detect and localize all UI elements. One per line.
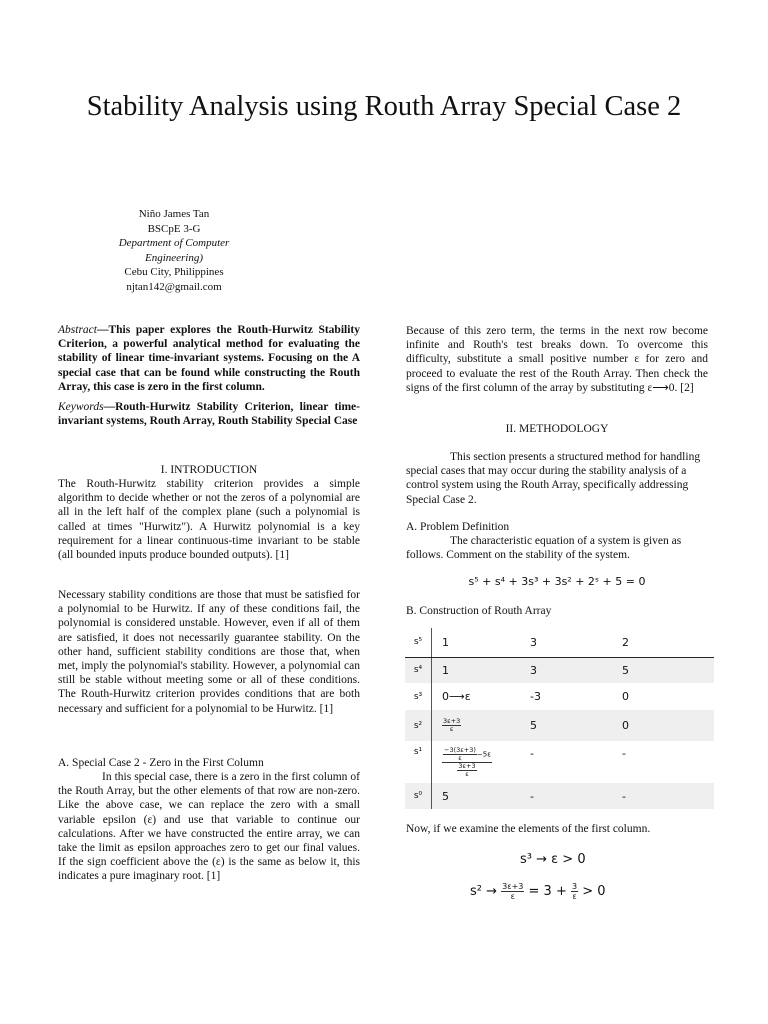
routh-array <box>405 628 714 809</box>
fraction <box>501 882 524 901</box>
problem-paragraph: The characteristic equation of a system is given as follows. Comment on the stability of the system. <box>406 535 682 562</box>
fraction-numerator: 3ε+3 <box>502 882 524 891</box>
cell: 0⟶ε <box>442 690 471 703</box>
cell: 3 <box>530 657 622 683</box>
row-power: s⁵ <box>405 628 432 657</box>
methodology-paragraph: This section presents a structured method for handling special cases that may occur during the stability analysis of a control system using the Routh Array, specifically addressing Special Case 2. <box>406 451 701 506</box>
cell: - <box>622 783 714 809</box>
intro-heading: I. INTRODUCTION <box>160 464 258 476</box>
row-power: s¹ <box>405 741 432 783</box>
abstract-label: Abstract <box>58 324 97 336</box>
author-block <box>104 207 244 295</box>
special-case-paragraph: In this special case, there is a zero in the first column of the Routh Array, but the other elements of that row are non-zero. Like the above case, we can replace the zero with a small variable epsilon (ε) and use that variable to continue our calculations. After we have constructed the entire array, we can take the limit as epsilon approaches zero to get our final values. If the sign coefficient above the (ε) is the same as below it, this indicates a pure imaginary root. [1] <box>58 771 360 883</box>
cell: 0 <box>622 690 629 703</box>
result-s3: s³ → ε > 0 <box>520 852 586 867</box>
fraction-denominator <box>442 763 492 778</box>
cell: 1 <box>432 657 531 683</box>
result-s2 <box>470 882 606 901</box>
row-power: s⁴ <box>405 657 432 683</box>
routh-row-s4 <box>405 657 714 683</box>
fraction-denominator: ε <box>510 892 515 901</box>
characteristic-equation: s⁵ + s⁴ + 3s³ + 3s² + 2ˢ + 5 = 0 <box>468 575 646 588</box>
cell: 2 <box>622 628 714 657</box>
routh-row-s0 <box>405 783 714 809</box>
row-power: s² <box>405 710 432 741</box>
fraction-denominator: ε <box>458 753 462 762</box>
keywords-text: —Routh-Hurwitz Stability Criterion, linear time-invariant systems, Routh Array, Routh Stability Special Case <box>58 401 360 428</box>
cell: - <box>530 747 534 760</box>
fraction-tail: −5ε <box>476 750 491 758</box>
result-prefix: s² → <box>470 884 498 899</box>
cell <box>432 741 531 783</box>
routh-row-s2 <box>405 710 714 741</box>
intro-paragraph-2: Necessary stability conditions are those that must be satisfied for a polynomial to be Hurwitz. If any of these conditions fail, the polynomial is considered unstable. However, even if all of them are satisfied, it does not necessarily guarantee stability. On the other hand, sufficient stability conditions are those that, when met, imply the polynomial's stability. However, a polynomial can still be stable without meeting some or all of these conditions. The Routh-Hurwitz criterion provides conditions that are both necessary and sufficient for a polynomial to be Hurwitz. [1] <box>58 589 360 715</box>
routh-row-s1 <box>405 741 714 783</box>
result-middle: = 3 + <box>528 884 567 899</box>
cell: - <box>622 747 626 760</box>
abstract-text: —This paper explores the Routh-Hurwitz Stability Criterion, a powerful analytical method for evaluating the stability of linear time-invariant systems. Focusing on the A special case that can be found while constructing the Routh Array, this case is zero in the first column. <box>58 324 360 393</box>
fraction-numerator: −3(3ε+3) <box>444 745 476 754</box>
author-location: Cebu City, Philippines <box>124 266 224 279</box>
special-case-heading: A. Special Case 2 - Zero in the First Column <box>58 757 264 769</box>
cell: 5 <box>530 710 622 741</box>
fraction <box>457 763 476 778</box>
construction-heading: B. Construction of Routh Array <box>406 605 552 617</box>
result-end: > 0 <box>582 884 606 899</box>
row-power: s³ <box>405 683 432 710</box>
keywords <box>58 400 360 428</box>
cell: - <box>530 783 622 809</box>
problem-heading: A. Problem Definition <box>406 521 510 533</box>
paper-title: Stability Analysis using Routh Array Special Case 2 <box>86 91 682 122</box>
routh-row-s3 <box>405 683 714 710</box>
fraction-denominator: ε <box>449 725 454 733</box>
methodology-heading: II. METHODOLOGY <box>505 423 609 435</box>
right-paragraph-1: Because of this zero term, the terms in the next row become infinite and Routh's test breaks down. To overcome this difficulty, substitute a small positive number ε for zero and proceed to evaluate the rest of the Routh Array. Then check the signs of the first column of the array by substituting ε⟶0. [2] <box>406 325 708 394</box>
examine-paragraph: Now, if we examine the elements of the first column. <box>406 823 651 835</box>
fraction-denominator: ε <box>465 769 469 778</box>
abstract <box>58 323 360 394</box>
author-email: njtan142@gmail.com <box>126 280 222 293</box>
routh-row-s5 <box>405 628 714 657</box>
fraction-numerator: 3ε+3 <box>458 761 476 770</box>
cell: 0 <box>622 710 714 741</box>
fraction-numerator: 3ε+3 <box>443 717 461 725</box>
intro-paragraph-1: The Routh-Hurwitz stability criterion provides a simple algorithm to decide whether or not the zeros of a polynomial are all in the left half of the complex plane (such a polynomial is called at times "Hurwitz"). A Hurwitz polynomial is a key requirement for a linear continuous-time invariant to be stable (all bounded inputs produce bounded outputs). [1] <box>58 478 360 562</box>
cell <box>432 710 531 741</box>
fraction-numerator: 3 <box>571 882 578 891</box>
row-power: s⁰ <box>405 783 432 809</box>
fraction <box>443 747 477 762</box>
fraction <box>442 747 492 778</box>
fraction <box>571 882 578 901</box>
cell: -3 <box>530 690 541 703</box>
fraction <box>442 718 461 733</box>
fraction-numerator <box>442 747 492 763</box>
author-name: Niño James Tan <box>138 208 210 220</box>
cell: 3 <box>530 628 622 657</box>
author-section: BSCpE 3-G <box>147 222 201 235</box>
keywords-label: Keywords <box>58 401 104 413</box>
author-department: Department of Computer Engineering) <box>118 237 230 264</box>
fraction-denominator: ε <box>572 892 577 901</box>
cell: 5 <box>432 783 531 809</box>
cell: 5 <box>622 657 714 683</box>
cell: 1 <box>432 628 531 657</box>
